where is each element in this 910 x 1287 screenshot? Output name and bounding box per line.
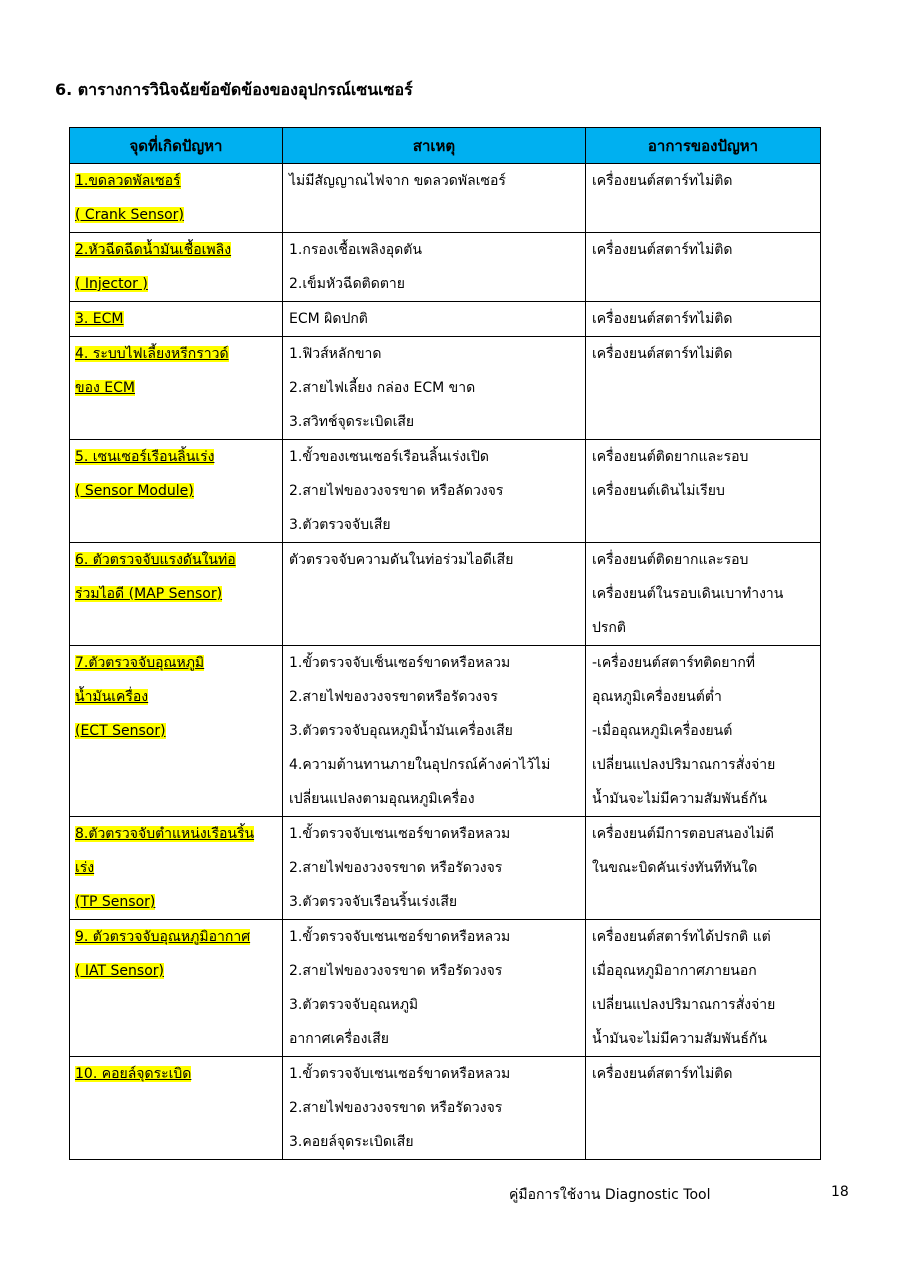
cause-line-wrapper	[283, 1057, 585, 1091]
cause-cell	[283, 302, 586, 337]
symptom-line-wrapper	[586, 543, 820, 577]
cause-line-wrapper	[283, 371, 585, 405]
point-line-wrapper	[70, 440, 282, 474]
cause-line: 2.สายไฟของวงจรขาด หรือรัดวงจร	[289, 1100, 503, 1116]
symptom-cell	[586, 543, 821, 646]
cause-line-wrapper	[283, 440, 585, 474]
cause-line: 1.ขั้วของเซนเซอร์เรือนลิ้นเร่งเปิด	[289, 449, 490, 465]
symptom-line-wrapper	[586, 1022, 820, 1056]
cause-line: ตัวตรวจจับความดันในท่อร่วมไอดีเสีย	[289, 552, 514, 568]
table-row	[70, 164, 821, 233]
section-heading: 6. ตารางการวินิจฉัยข้อขัดข้องของอุปกรณ์เซนเซอร์	[55, 80, 413, 99]
problem-point-cell	[70, 920, 283, 1057]
header-symptom: อาการของปัญหา	[586, 128, 821, 164]
point-line: 5. เซนเซอร์เรือนลิ้นเร่ง	[75, 449, 215, 465]
symptom-line: อุณหภูมิเครื่องยนต์ต่ำ	[592, 689, 722, 705]
symptom-cell	[586, 337, 821, 440]
point-line-wrapper	[70, 337, 282, 371]
point-line-wrapper	[70, 920, 282, 954]
symptom-line-wrapper	[586, 988, 820, 1022]
table-row	[70, 1057, 821, 1160]
point-line: ร่วมไอดี (MAP Sensor)	[75, 586, 223, 602]
symptom-cell	[586, 646, 821, 817]
symptom-line-wrapper	[586, 611, 820, 645]
cause-line: 3.ตัวตรวจจับอุณหภูมิ	[289, 997, 419, 1013]
problem-point-cell	[70, 440, 283, 543]
symptom-line: เครื่องยนต์สตาร์ทไม่ติด	[592, 173, 733, 189]
problem-point-cell	[70, 1057, 283, 1160]
symptom-line-wrapper	[586, 474, 820, 508]
cause-line: 3.ตัวตรวจจับเสีย	[289, 517, 391, 533]
symptom-line: ปรกติ	[592, 620, 626, 636]
point-line-wrapper	[70, 680, 282, 714]
symptom-line: เครื่องยนต์ติดยากและรอบ	[592, 449, 749, 465]
point-line-wrapper	[70, 577, 282, 611]
problem-point-cell	[70, 302, 283, 337]
symptom-line-wrapper	[586, 233, 820, 267]
table-row	[70, 233, 821, 302]
cause-cell	[283, 646, 586, 817]
cause-line-wrapper	[283, 646, 585, 680]
point-line: (TP Sensor)	[75, 894, 156, 910]
cause-line-wrapper	[283, 851, 585, 885]
point-line-wrapper	[70, 267, 282, 301]
point-line: (ECT Sensor)	[75, 723, 166, 739]
cause-line: อากาศเครื่องเสีย	[289, 1031, 389, 1047]
symptom-line-wrapper	[586, 817, 820, 851]
cause-line: 1.ขั้วตรวจจับเซนเซอร์ขาดหรือหลวม	[289, 1066, 511, 1082]
cause-line-wrapper	[283, 164, 585, 198]
cause-cell	[283, 1057, 586, 1160]
symptom-line: เครื่องยนต์สตาร์ทไม่ติด	[592, 242, 733, 258]
cause-line: 2.สายไฟของวงจรขาด หรือรัดวงจร	[289, 860, 503, 876]
cause-line: 1.ขั้วตรวจจับเซนเซอร์ขาดหรือหลวม	[289, 826, 511, 842]
symptom-line: เครื่องยนต์สตาร์ทไม่ติด	[592, 346, 733, 362]
table-header-row	[70, 128, 821, 164]
cause-line-wrapper	[283, 474, 585, 508]
cause-line-wrapper	[283, 920, 585, 954]
point-line-wrapper	[70, 371, 282, 405]
symptom-line-wrapper	[586, 714, 820, 748]
cause-cell	[283, 164, 586, 233]
point-line: เร่ง	[75, 860, 95, 876]
problem-point-cell	[70, 337, 283, 440]
symptom-line-wrapper	[586, 440, 820, 474]
cause-line-wrapper	[283, 337, 585, 371]
point-line-wrapper	[70, 198, 282, 232]
symptom-line-wrapper	[586, 782, 820, 816]
symptom-line-wrapper	[586, 577, 820, 611]
cause-line-wrapper	[283, 954, 585, 988]
symptom-line: เครื่องยนต์มีการตอบสนองไม่ดี	[592, 826, 774, 842]
point-line-wrapper	[70, 302, 282, 336]
symptom-cell	[586, 302, 821, 337]
symptom-line: เครื่องยนต์สตาร์ทไม่ติด	[592, 311, 733, 327]
symptom-line: เครื่องยนต์ติดยากและรอบ	[592, 552, 749, 568]
problem-point-cell	[70, 233, 283, 302]
symptom-line: -เมื่ออุณหภูมิเครื่องยนต์	[592, 723, 733, 739]
table-row	[70, 440, 821, 543]
symptom-line-wrapper	[586, 954, 820, 988]
point-line-wrapper	[70, 233, 282, 267]
table-row	[70, 646, 821, 817]
symptom-cell	[586, 1057, 821, 1160]
symptom-cell	[586, 920, 821, 1057]
diagnosis-table	[69, 127, 821, 1160]
point-line: ( IAT Sensor)	[75, 963, 164, 979]
cause-line: เปลี่ยนแปลงตามอุณหภูมิเครื่อง	[289, 791, 475, 807]
problem-point-cell	[70, 817, 283, 920]
cause-line-wrapper	[283, 680, 585, 714]
header-cause: สาเหตุ	[283, 128, 586, 164]
point-line: ( Sensor Module)	[75, 483, 194, 499]
cause-line-wrapper	[283, 302, 585, 336]
point-line: 8.ตัวตรวจจับตำแหน่งเรือนริ้น	[75, 826, 255, 842]
cause-line-wrapper	[283, 1125, 585, 1159]
cause-cell	[283, 233, 586, 302]
cause-line: ECM ผิดปกติ	[289, 311, 368, 327]
symptom-line-wrapper	[586, 302, 820, 336]
symptom-line-wrapper	[586, 337, 820, 371]
cause-line: 2.สายไฟของวงจรขาด หรือรัดวงจร	[289, 963, 503, 979]
point-line-wrapper	[70, 543, 282, 577]
cause-line: 1.กรองเชื้อเพลิงอุดตัน	[289, 242, 422, 258]
point-line: ( Crank Sensor)	[75, 207, 184, 223]
cause-line: 2.สายไฟเลี้ยง กล่อง ECM ขาด	[289, 380, 476, 396]
point-line-wrapper	[70, 164, 282, 198]
point-line: 3. ECM	[75, 311, 124, 327]
cause-line: 3.ตัวตรวจจับอุณหภูมิน้ำมันเครื่องเสีย	[289, 723, 513, 739]
symptom-cell	[586, 164, 821, 233]
cause-line-wrapper	[283, 988, 585, 1022]
cause-line-wrapper	[283, 782, 585, 816]
symptom-line-wrapper	[586, 748, 820, 782]
cause-cell	[283, 337, 586, 440]
cause-line-wrapper	[283, 1022, 585, 1056]
symptom-line-wrapper	[586, 680, 820, 714]
cause-cell	[283, 817, 586, 920]
symptom-line: เครื่องยนต์เดินไม่เรียบ	[592, 483, 725, 499]
cause-line: 1.ฟิวส์หลักขาด	[289, 346, 382, 362]
symptom-line: เมื่ออุณหภูมิอากาศภายนอก	[592, 963, 757, 979]
symptom-cell	[586, 817, 821, 920]
symptom-line: -เครื่องยนต์สตาร์ทติดยากที่	[592, 655, 756, 671]
cause-line: 3.ตัวตรวจจับเรือนริ้นเร่งเสีย	[289, 894, 458, 910]
cause-line: 2.สายไฟของวงจรขาดหรือรัดวงจร	[289, 689, 498, 705]
point-line: 4. ระบบไฟเลี้ยงหรีกราวด์	[75, 346, 229, 362]
symptom-line: ในขณะบิดคันเร่งทันทีทันใด	[592, 860, 758, 876]
point-line: ของ ECM	[75, 380, 135, 396]
symptom-cell	[586, 440, 821, 543]
cause-cell	[283, 440, 586, 543]
cause-line: 1.ขั้วตรวจจับเซนเซอร์ขาดหรือหลวม	[289, 929, 511, 945]
table-row	[70, 543, 821, 646]
point-line-wrapper	[70, 474, 282, 508]
point-line-wrapper	[70, 817, 282, 851]
cause-line-wrapper	[283, 405, 585, 439]
point-line: น้ำมันเครื่อง	[75, 689, 149, 705]
point-line-wrapper	[70, 851, 282, 885]
cause-line: 3.คอยล์จุดระเบิดเสีย	[289, 1134, 414, 1150]
symptom-cell	[586, 233, 821, 302]
cause-cell	[283, 920, 586, 1057]
cause-line: 2.เข็มหัวฉีดติดตาย	[289, 276, 405, 292]
cause-line: 4.ความต้านทานภายในอุปกรณ์ค้างค่าไว้ไม่	[289, 757, 551, 773]
symptom-line-wrapper	[586, 1057, 820, 1091]
symptom-line-wrapper	[586, 851, 820, 885]
point-line-wrapper	[70, 1057, 282, 1091]
problem-point-cell	[70, 164, 283, 233]
point-line: ( Injector )	[75, 276, 148, 292]
cause-line-wrapper	[283, 1091, 585, 1125]
symptom-line: เครื่องยนต์สตาร์ทไม่ติด	[592, 1066, 733, 1082]
cause-line-wrapper	[283, 233, 585, 267]
cause-line-wrapper	[283, 267, 585, 301]
cause-line-wrapper	[283, 508, 585, 542]
point-line: 9. ตัวตรวจจับอุณหภูมิอากาศ	[75, 929, 251, 945]
symptom-line: น้ำมันจะไม่มีความสัมพันธ์กัน	[592, 791, 767, 807]
point-line-wrapper	[70, 714, 282, 748]
cause-line-wrapper	[283, 885, 585, 919]
cause-cell	[283, 543, 586, 646]
symptom-line-wrapper	[586, 646, 820, 680]
cause-line-wrapper	[283, 714, 585, 748]
symptom-line: เปลี่ยนแปลงปริมาณการสั่งจ่าย	[592, 757, 776, 773]
table-row	[70, 337, 821, 440]
point-line-wrapper	[70, 885, 282, 919]
cause-line: 2.สายไฟของวงจรขาด หรือลัดวงจร	[289, 483, 504, 499]
footer-page-number: 18	[831, 1184, 849, 1200]
cause-line: 3.สวิทช์จุดระเบิดเสีย	[289, 414, 415, 430]
cause-line-wrapper	[283, 543, 585, 577]
symptom-line: เครื่องยนต์ในรอบเดินเบาทำงาน	[592, 586, 784, 602]
symptom-line-wrapper	[586, 920, 820, 954]
footer-title: คู่มือการใช้งาน Diagnostic Tool	[509, 1187, 711, 1203]
table-row	[70, 302, 821, 337]
table-row	[70, 920, 821, 1057]
header-problem-point: จุดที่เกิดปัญหา	[70, 128, 283, 164]
cause-line: 1.ขั้วตรวจจับเซ็นเซอร์ขาดหรือหลวม	[289, 655, 511, 671]
point-line: 6. ตัวตรวจจับแรงดันในท่อ	[75, 552, 236, 568]
point-line-wrapper	[70, 646, 282, 680]
point-line-wrapper	[70, 954, 282, 988]
symptom-line: น้ำมันจะไม่มีความสัมพันธ์กัน	[592, 1031, 767, 1047]
point-line: 2.หัวฉีดฉีดน้ำมันเชื้อเพลิง	[75, 242, 232, 258]
problem-point-cell	[70, 543, 283, 646]
symptom-line: เปลี่ยนแปลงปริมาณการสั่งจ่าย	[592, 997, 776, 1013]
symptom-line-wrapper	[586, 164, 820, 198]
symptom-line: เครื่องยนต์สตาร์ทได้ปรกติ แต่	[592, 929, 771, 945]
problem-point-cell	[70, 646, 283, 817]
table-row	[70, 817, 821, 920]
point-line: 10. คอยล์จุดระเบิด	[75, 1066, 192, 1082]
cause-line-wrapper	[283, 748, 585, 782]
point-line: 7.ตัวตรวจจับอุณหภูมิ	[75, 655, 205, 671]
cause-line-wrapper	[283, 817, 585, 851]
cause-line: ไม่มีสัญญาณไฟจาก ขดลวดพัลเซอร์	[289, 173, 506, 189]
point-line: 1.ขดลวดพัลเซอร์	[75, 173, 181, 189]
